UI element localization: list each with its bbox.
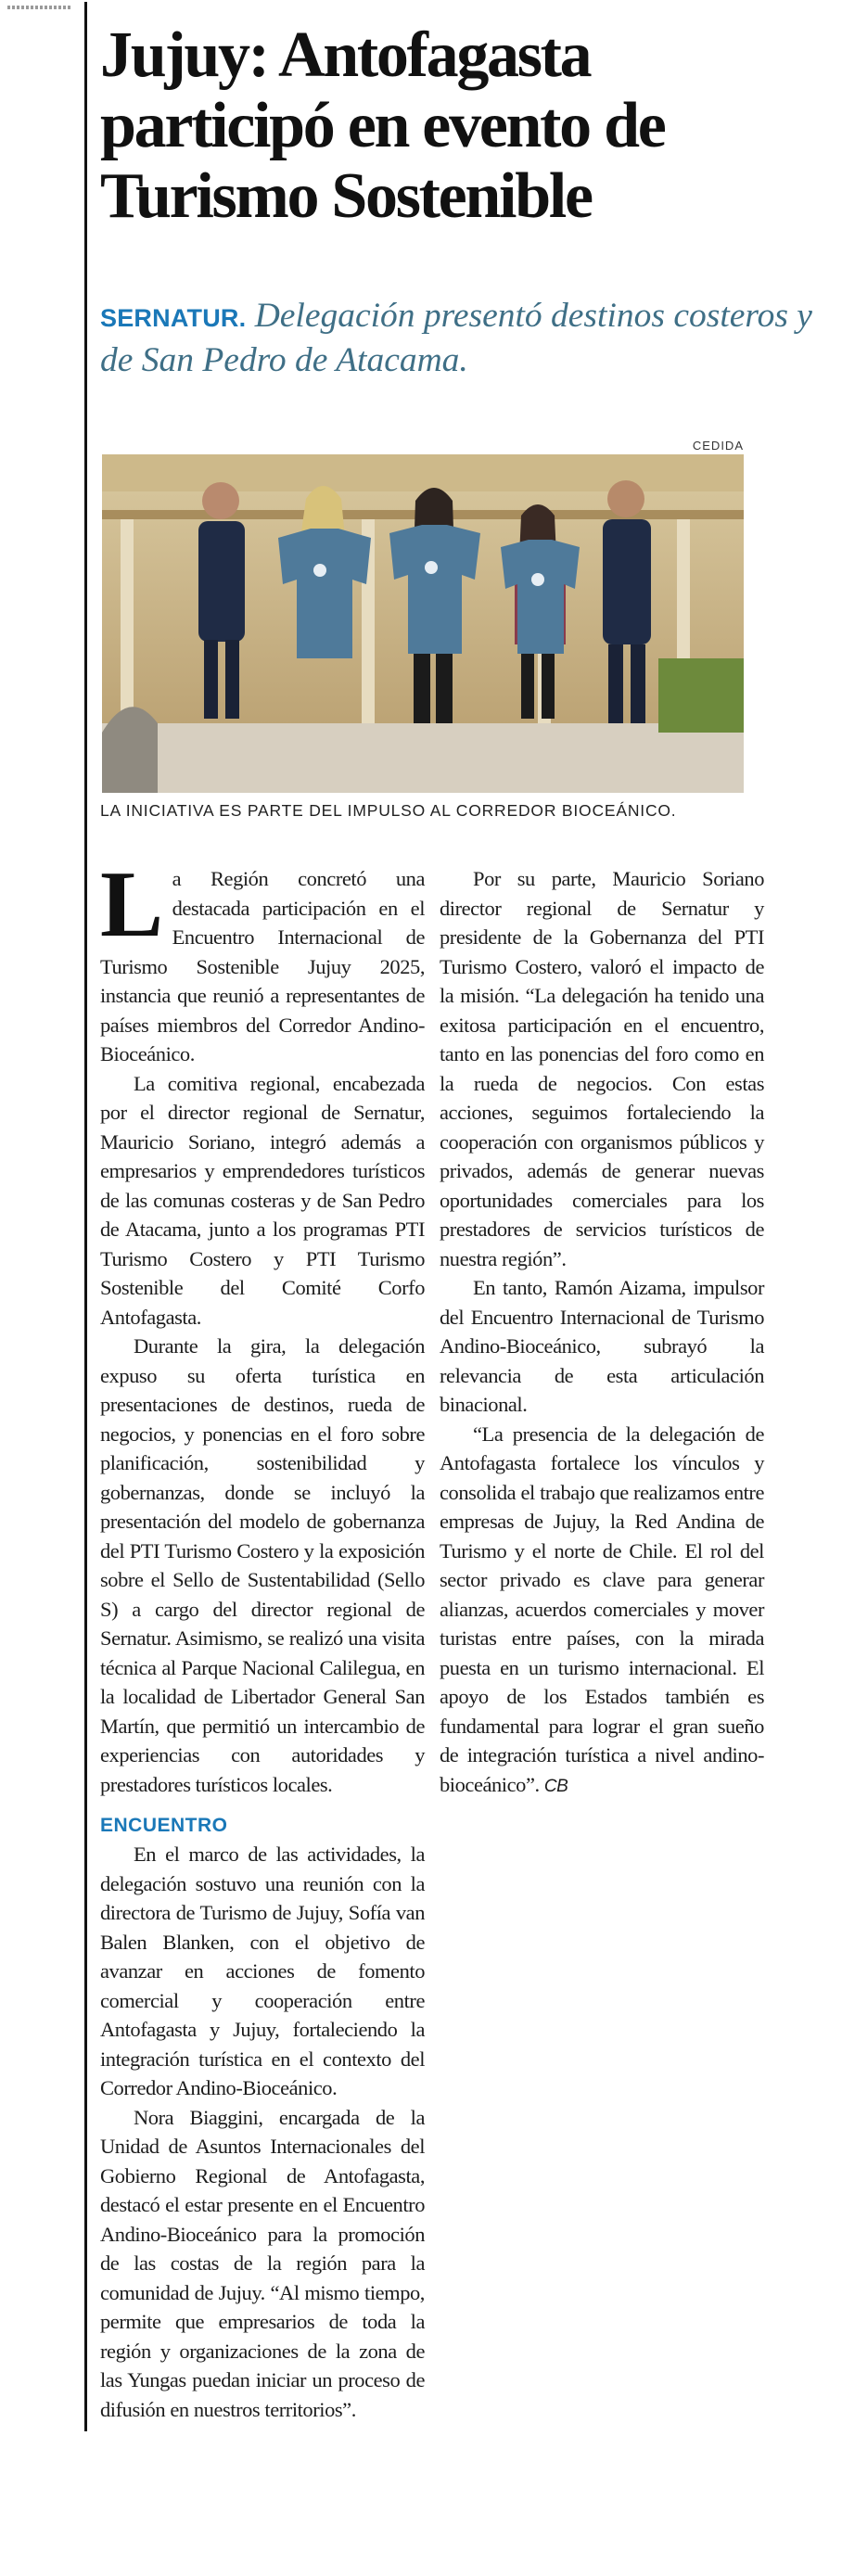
left-column-rule — [84, 2, 87, 2431]
end-mark: CB — [543, 1776, 568, 1796]
paragraph-2: La comitiva regional, encabezada por el director regional de Sernatur, Mauricio Soriano, integró además a empresarios y emprendedores turísticos de las comunas costeras y de San Pedro de Atacama, junto a los programas PTI Turismo Costero y PTI Turismo Sostenible del Comité Corfo Antofagasta. — [100, 1071, 425, 1329]
paragraph-8 — [440, 1420, 764, 1802]
clipping-header-marks — [7, 6, 72, 9]
paragraph-6: Por su parte, Mauricio Soriano director regional de Sernatur y presidente de la Gobernanza del PTI Turismo Costero, valoró el impacto de la misión. “La delegación ha tenido una exitosa participación en el encuentro, tanto en las ponencias del foro como en la rueda de negocios. Con estas acciones, seguimos fortaleciendo la cooperación con organismos públicos y privados, además de generar nuevas oportunidades comerciales para los prestadores de servicios turísticos de nuestra región”. — [440, 867, 764, 1270]
deck-text: Delegación presentó destinos costeros y de San Pedro de Atacama. — [100, 297, 812, 379]
paragraph-7: En tanto, Ramón Aizama, impulsor del Encuentro Internacional de Turismo Andino-Bioceánico, subrayó la relevancia de esta articulación binacional. — [440, 1276, 764, 1416]
photo-illustration — [102, 454, 744, 793]
paragraph-1-text: a Región concretó una destacada participación en el Encuentro Internacional de Turismo Sostenible Jujuy 2025, instancia que reunió a representantes de países miembros del Corredor Andino-Bioceánico. — [100, 867, 425, 1065]
drop-cap: L — [100, 852, 163, 957]
paragraph-5: Nora Biaggini, encargada de la Unidad de Asuntos Internacionales del Gobierno Regional de Antofagasta, destacó el estar presente en el Encuentro Andino-Bioceánico para la promoción de las costas de la región para la comunidad de Jujuy. “Al mismo tiempo, permite que empresarios de toda la región y organizaciones de la zona de las Yungas puedan iniciar un proceso de difusión en nuestros territorios”. — [100, 2105, 425, 2421]
photo-credit: CEDIDA — [692, 439, 744, 453]
headline: Jujuy: Antofagasta participó en evento de Turismo Sostenible — [100, 19, 665, 232]
section-subhead: ENCUENTRO — [100, 1815, 228, 1836]
paragraph-3: Durante la gira, la delegación expuso su oferta turística en presentaciones de destinos, rueda de negocios, y ponencias en el foro sobre planificación, sostenibilidad y gobernanzas, donde se incluyó la presentación del modelo de gobernanza del PTI Turismo Costero y la exposición sobre el Sello de Sustentabilidad (Sello S) a cargo del director regional de Sernatur. Asimismo, se realizó una visita técnica al Parque Nacional Calilegua, en la localidad de Libertador General San Martín, que permitió un intercambio de experiencias con autoridades y prestadores turísticos locales. — [100, 1334, 425, 1796]
body-column-2 — [440, 864, 764, 1801]
paragraph-8-text: “La presencia de la delegación de Antofagasta fortalece los vínculos y consolida el trabajo que realizamos entre empresas de Jujuy, la Red Andina de Turismo y el norte de Chile. El rol del sector privado es clave para generar alianzas, acuerdos comerciales y mover turistas entre países, con la mirada puesta en un turismo internacional. El apoyo de los Estados también es fundamental para lograr el gran sueño de integración turística a nivel andino-bioceánico”. — [440, 1422, 764, 1796]
deck-kicker: SERNATUR. — [100, 304, 247, 332]
photo-caption: LA INICIATIVA ES PARTE DEL IMPULSO AL CORREDOR BIOCEÁNICO. — [100, 801, 677, 820]
paragraph-4: En el marco de las actividades, la delegación sostuvo una reunión con la directora de Turismo de Jujuy, Sofía van Balen Blanken, con el objetivo de avanzar en acciones de fomento comercial y cooperación entre Antofagasta y Jujuy, fortaleciendo la integración turística en el contexto del Corredor Andino-Bioceánico. — [100, 1843, 425, 2099]
body-column-1 — [100, 852, 425, 2424]
deck — [100, 295, 823, 382]
paragraph-1 — [100, 852, 425, 1069]
article-photo — [102, 454, 744, 793]
